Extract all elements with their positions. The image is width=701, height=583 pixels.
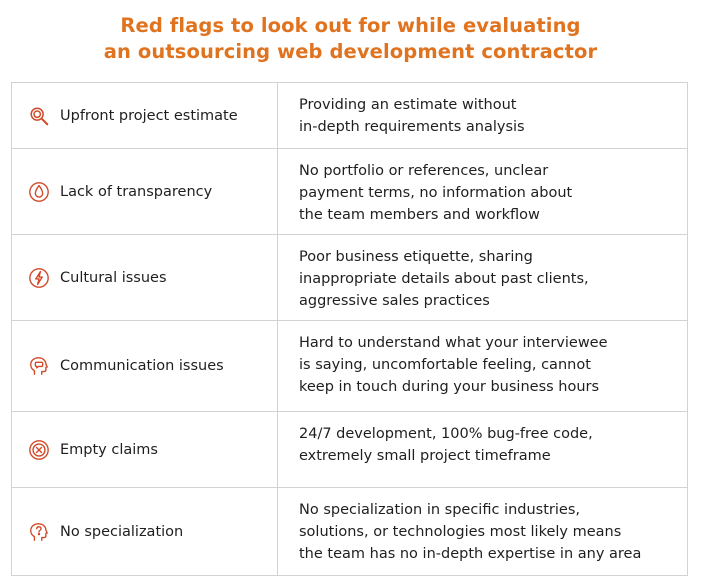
red-flags-table [11, 82, 688, 576]
lightning-icon [27, 266, 51, 290]
description-line: 24/7 development, 100% bug-free code, [299, 426, 593, 442]
description-line: solutions, or technologies most likely means [299, 524, 622, 540]
row-description [278, 488, 687, 575]
row-description [278, 321, 687, 411]
row-description [278, 412, 687, 487]
description-line: Poor business etiquette, sharing [299, 249, 533, 265]
row-label-cell [12, 83, 278, 148]
row-label-cell [12, 412, 278, 487]
table-row [12, 148, 687, 234]
description-line: keep in touch during your business hours [299, 379, 600, 395]
x-circle-icon [27, 438, 51, 462]
head-question-icon [27, 520, 51, 544]
title-line-1: Red flags to look out for while evaluating [120, 14, 581, 37]
magnifier-icon [27, 104, 51, 128]
description-line: Providing an estimate without [299, 97, 517, 113]
row-description [278, 83, 687, 148]
description-line: is saying, uncomfortable feeling, cannot [299, 357, 591, 373]
row-description [278, 149, 687, 234]
table-row [12, 83, 687, 148]
row-label: Upfront project estimate [60, 107, 238, 124]
row-label: Communication issues [60, 358, 224, 374]
table-row [12, 487, 687, 575]
row-label-cell [12, 321, 278, 411]
table-row [12, 320, 687, 411]
row-description [278, 235, 687, 320]
title-line-2: an outsourcing web development contractor [103, 40, 598, 63]
description-line: Hard to understand what your interviewee [299, 335, 608, 351]
table-row [12, 234, 687, 320]
row-label: Lack of transparency [60, 183, 213, 200]
description-line: the team has no in-depth expertise in any area [299, 546, 642, 562]
description-line: aggressive sales practices [299, 293, 490, 309]
description-line: payment terms, no information about [299, 185, 573, 201]
head-speech-icon [27, 354, 51, 378]
description-line: No specialization in specific industries, [299, 502, 580, 518]
row-label: No specialization [60, 523, 184, 540]
table-row [12, 411, 687, 487]
row-label-cell [12, 235, 278, 320]
row-label-cell [12, 149, 278, 234]
description-line: the team members and workflow [299, 207, 540, 223]
droplet-icon [27, 180, 51, 204]
row-label: Cultural issues [60, 269, 167, 286]
description-line: No portfolio or references, unclear [299, 163, 549, 179]
description-line: in-depth requirements analysis [299, 119, 525, 135]
description-line: inappropriate details about past clients, [299, 271, 589, 287]
row-label-cell [12, 488, 278, 575]
row-label: Empty claims [60, 441, 158, 458]
page-title [0, 13, 701, 65]
description-line: extremely small project timeframe [299, 448, 551, 464]
